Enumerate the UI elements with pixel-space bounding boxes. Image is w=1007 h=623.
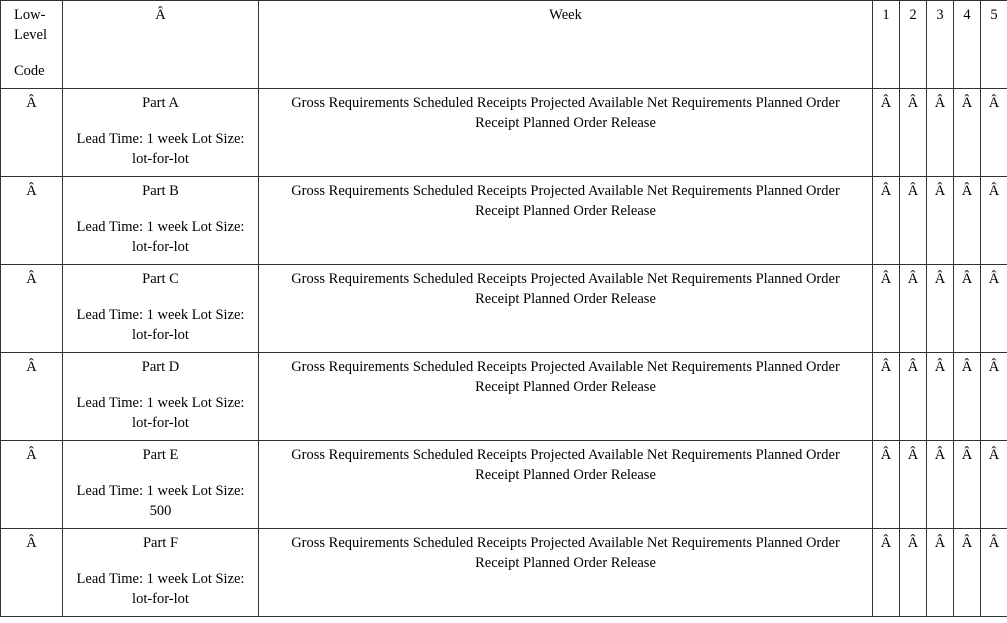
week-cell: Â	[954, 265, 981, 353]
lead-time-text: Lead Time: 1 week Lot Size:	[76, 571, 245, 587]
lot-size-value: lot-for-lot	[132, 591, 189, 607]
lot-size-value: lot-for-lot	[132, 415, 189, 431]
table-row	[1, 353, 1007, 441]
week-cell: Â	[900, 441, 927, 529]
week-cell: Â	[873, 89, 900, 177]
week-cell: Â	[900, 89, 927, 177]
low-level-code-cell: Â	[1, 89, 63, 177]
week-header: Week	[259, 1, 873, 89]
low-level-code-header	[1, 1, 63, 89]
part-cell	[63, 177, 259, 265]
low-level-code-header-line3: Code	[14, 63, 45, 79]
week-cell: Â	[927, 353, 954, 441]
week-cell: Â	[954, 441, 981, 529]
lead-time-text: Lead Time: 1 week Lot Size:	[76, 395, 245, 411]
low-level-code-cell: Â	[1, 441, 63, 529]
low-level-code-cell: Â	[1, 177, 63, 265]
week-cell: Â	[873, 353, 900, 441]
week-3-header: 3	[927, 1, 954, 89]
week-cell: Â	[981, 177, 1007, 265]
week-1-header: 1	[873, 1, 900, 89]
week-4-header: 4	[954, 1, 981, 89]
part-cell	[63, 89, 259, 177]
week-cell: Â	[981, 441, 1007, 529]
week-cell: Â	[927, 89, 954, 177]
part-cell	[63, 529, 259, 617]
part-name: Part B	[142, 183, 179, 199]
week-cell: Â	[900, 529, 927, 617]
part-cell	[63, 353, 259, 441]
week-cell: Â	[954, 177, 981, 265]
week-cell: Â	[954, 353, 981, 441]
part-cell	[63, 441, 259, 529]
part-name: Part C	[142, 271, 179, 287]
week-cell: Â	[927, 529, 954, 617]
week-cell: Â	[873, 529, 900, 617]
lot-size-value: 500	[149, 503, 172, 519]
table-row	[1, 441, 1007, 529]
week-cell: Â	[954, 529, 981, 617]
lead-time-text: Lead Time: 1 week Lot Size:	[76, 219, 245, 235]
week-cell: Â	[900, 177, 927, 265]
week-2-header: 2	[900, 1, 927, 89]
part-name: Part E	[142, 447, 179, 463]
week-5-header: 5	[981, 1, 1007, 89]
record-rows-cell: Gross Requirements Scheduled Receipts Projected Available Net Requirements Planned Order Receipt Planned Order Release	[259, 177, 873, 265]
lead-time-text: Lead Time: 1 week Lot Size:	[76, 307, 245, 323]
header-row	[1, 1, 1007, 89]
week-cell: Â	[873, 177, 900, 265]
low-level-code-cell: Â	[1, 529, 63, 617]
week-cell: Â	[927, 265, 954, 353]
record-rows-cell: Gross Requirements Scheduled Receipts Projected Available Net Requirements Planned Order Receipt Planned Order Release	[259, 89, 873, 177]
week-cell: Â	[927, 441, 954, 529]
week-cell: Â	[873, 441, 900, 529]
record-rows-cell: Gross Requirements Scheduled Receipts Projected Available Net Requirements Planned Order Receipt Planned Order Release	[259, 353, 873, 441]
week-cell: Â	[900, 353, 927, 441]
week-cell: Â	[927, 177, 954, 265]
lot-size-value: lot-for-lot	[132, 239, 189, 255]
low-level-code-header-line1: Low-	[14, 7, 46, 23]
part-cell	[63, 265, 259, 353]
lot-size-value: lot-for-lot	[132, 327, 189, 343]
low-level-code-cell: Â	[1, 265, 63, 353]
low-level-code-header-line2: Level	[14, 27, 48, 43]
record-rows-cell: Gross Requirements Scheduled Receipts Projected Available Net Requirements Planned Order Receipt Planned Order Release	[259, 529, 873, 617]
part-header: Â	[63, 1, 259, 89]
lot-size-value: lot-for-lot	[132, 151, 189, 167]
week-cell: Â	[873, 265, 900, 353]
table-row	[1, 89, 1007, 177]
table-row	[1, 177, 1007, 265]
week-cell: Â	[981, 529, 1007, 617]
week-cell: Â	[954, 89, 981, 177]
low-level-code-cell: Â	[1, 353, 63, 441]
week-cell: Â	[981, 353, 1007, 441]
lead-time-text: Lead Time: 1 week Lot Size:	[76, 131, 245, 147]
week-cell: Â	[981, 89, 1007, 177]
table-row	[1, 265, 1007, 353]
part-name: Part A	[142, 95, 179, 111]
table-row	[1, 529, 1007, 617]
record-rows-cell: Gross Requirements Scheduled Receipts Projected Available Net Requirements Planned Order Receipt Planned Order Release	[259, 441, 873, 529]
week-cell: Â	[900, 265, 927, 353]
record-rows-cell: Gross Requirements Scheduled Receipts Projected Available Net Requirements Planned Order Receipt Planned Order Release	[259, 265, 873, 353]
week-cell: Â	[981, 265, 1007, 353]
part-name: Part D	[141, 359, 180, 375]
part-name: Part F	[142, 535, 179, 551]
lead-time-text: Lead Time: 1 week Lot Size:	[76, 483, 245, 499]
